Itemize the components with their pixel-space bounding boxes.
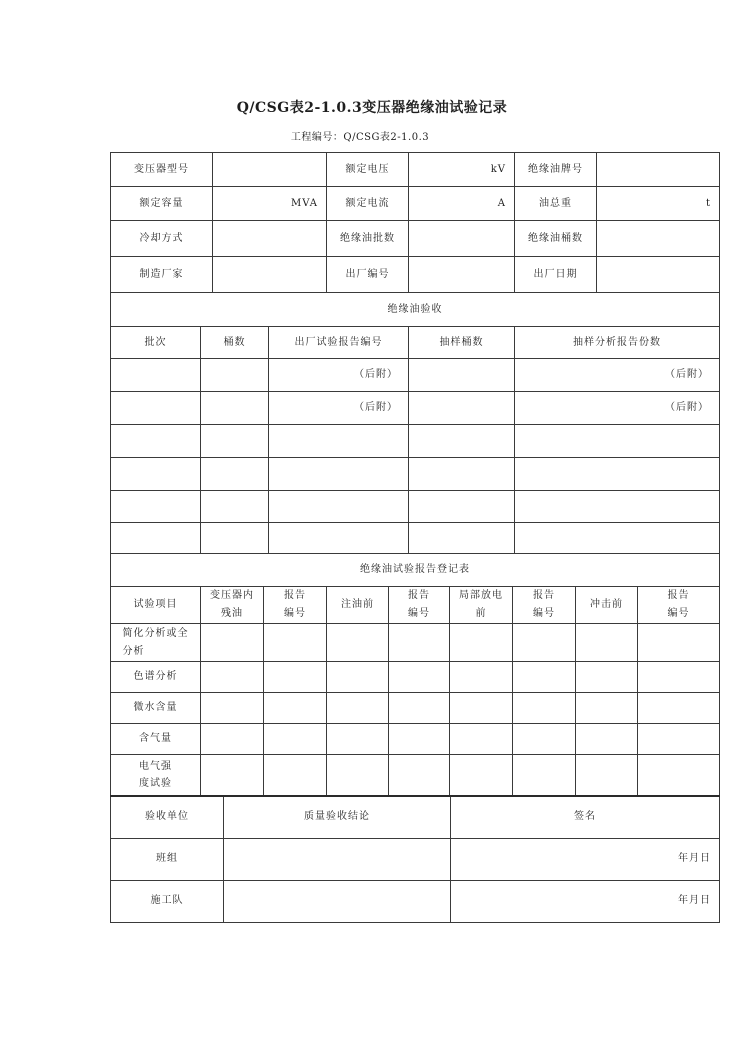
transformer-info-table [110,152,720,293]
oil-grade-value-cell [597,153,720,187]
oil-batches-value-cell [409,221,515,257]
rated-capacity-label: 额定容量 [111,187,213,221]
rated-current-label: 额定电流 [327,187,409,221]
oil-grade-label: 绝缘油牌号 [515,153,597,187]
acceptance-section-title: 绝缘油验收 [111,293,720,327]
oil-acceptance-table [110,292,720,554]
table-row [111,425,720,458]
rated-voltage-label: 额定电压 [327,153,409,187]
header-quality-conclusion: 质量验收结论 [224,796,451,838]
manufacturer-label: 制造厂家 [111,257,213,293]
factory-report-attached: （后附） [269,359,409,392]
oil-weight-unit: t [597,187,720,221]
header-report-no: 报告 编号 [264,587,327,624]
unit-team: 班组 [111,838,224,880]
project-number: 工程编号：Q/CSG表2-1.0.3 [290,132,430,143]
serial-no-label: 出厂编号 [327,257,409,293]
header-sample-report-count: 抽样分析报告份数 [515,327,720,359]
table-row [111,624,720,662]
sample-report-attached: （后附） [515,359,720,392]
oil-batches-label: 绝缘油批数 [327,221,409,257]
oil-weight-label: 油总重 [515,187,597,221]
table-row [111,523,720,554]
header-test-item: 试验项目 [111,587,201,624]
test-item-simplified-analysis [111,624,201,662]
record-form [110,152,719,923]
header-drum-count: 桶数 [201,327,269,359]
table-row [111,755,720,796]
conclusion-cell [224,880,451,922]
rated-current-unit: A [409,187,515,221]
header-factory-report-no: 出厂试验报告编号 [269,327,409,359]
signature-date: 年月日 [451,838,720,880]
header-sampled-drums: 抽样桶数 [409,327,515,359]
test-report-register-table [110,553,720,796]
rated-capacity-unit: MVA [213,187,327,221]
header-before-partial-discharge: 局部放电 前 [450,587,513,624]
manufacturer-value-cell [213,257,327,293]
table-row [111,880,720,922]
table-row [111,724,720,755]
signoff-table [110,795,720,923]
table-row [111,392,720,425]
test-item-label: 简化分析或全 分析 [122,627,189,657]
signature-date: 年月日 [451,880,720,922]
header-residual-oil: 变压器内 残油 [201,587,264,624]
test-item-dielectric-strength: 电气强 度试验 [111,755,201,796]
test-item-chromatography: 色谱分析 [111,662,201,693]
cooling-value-cell [213,221,327,257]
rated-voltage-unit: kV [409,153,515,187]
serial-no-value-cell [409,257,515,293]
model-label: 变压器型号 [111,153,213,187]
factory-report-attached: （后附） [269,392,409,425]
oil-drums-label: 绝缘油桶数 [515,221,597,257]
table-row [111,662,720,693]
test-item-moisture: 微水含量 [111,693,201,724]
table-row [111,458,720,491]
unit-construction-crew: 施工队 [111,880,224,922]
header-before-impulse: 冲击前 [576,587,638,624]
header-report-no: 报告 编号 [638,587,720,624]
header-report-no: 报告 编号 [513,587,576,624]
header-report-no: 报告 编号 [389,587,450,624]
header-batch: 批次 [111,327,201,359]
table-row [111,838,720,880]
table-row [111,359,720,392]
header-signature: 签名 [451,796,720,838]
register-section-title: 绝缘油试验报告登记表 [111,554,720,587]
cooling-label: 冷却方式 [111,221,213,257]
manufacture-date-label: 出厂日期 [515,257,597,293]
table-row [111,693,720,724]
header-acceptance-unit: 验收单位 [111,796,224,838]
table-row [111,491,720,523]
model-value-cell [213,153,327,187]
manufacture-date-value-cell [597,257,720,293]
oil-drums-value-cell [597,221,720,257]
header-before-filling: 注油前 [327,587,389,624]
test-item-gas-content: 含气量 [111,724,201,755]
conclusion-cell [224,838,451,880]
sample-report-attached: （后附） [515,392,720,425]
document-title: Q/CSG表2-1.0.3变压器绝缘油试验记录 [236,100,508,116]
